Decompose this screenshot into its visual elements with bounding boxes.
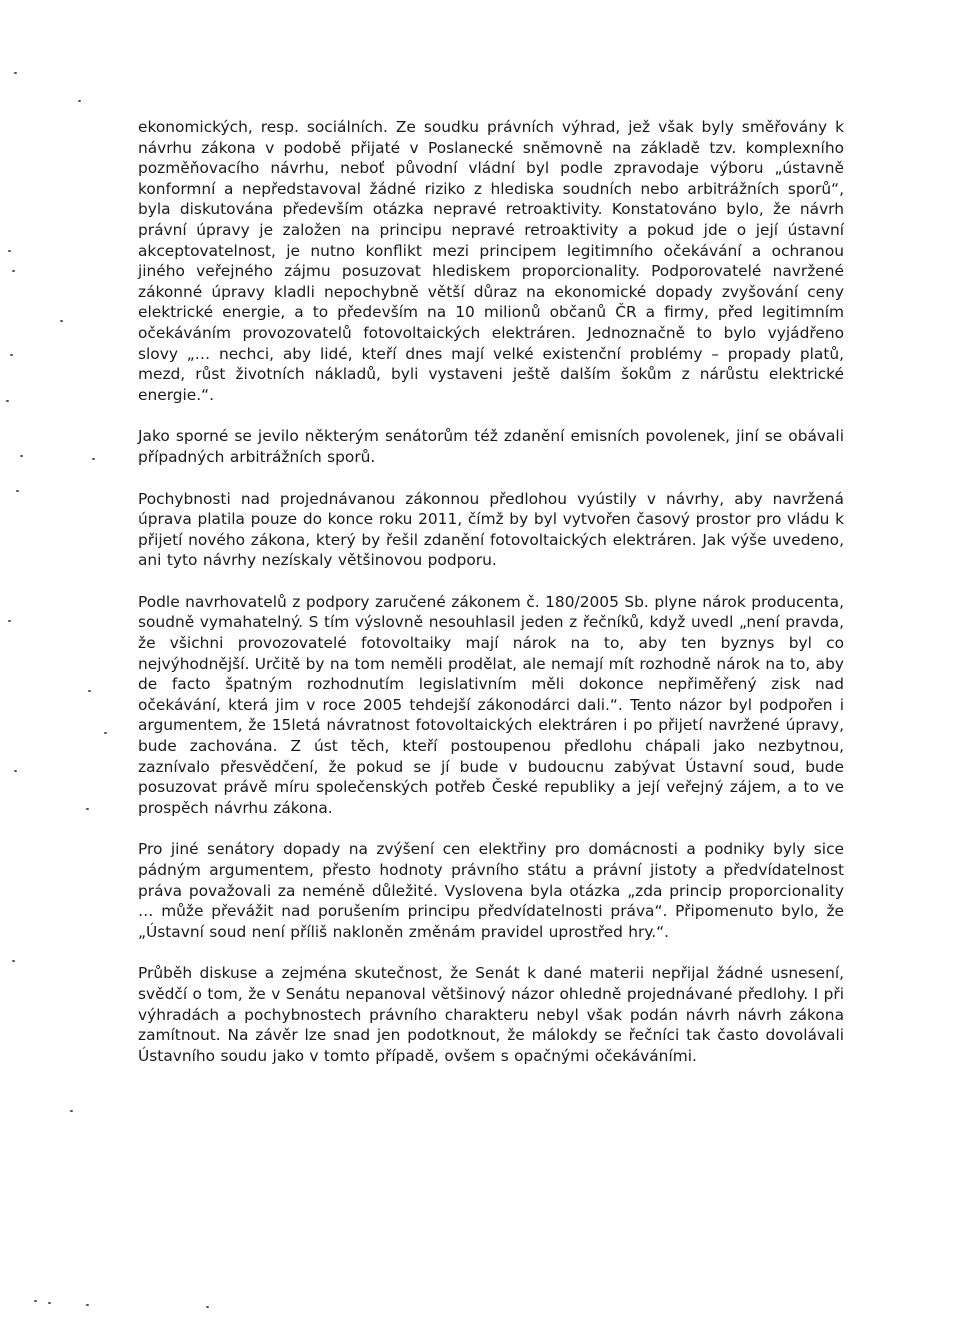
paragraph: Průběh diskuse a zejména skutečnost, že Senát k dané materii nepřijal žádné usnesení, svědčí o tom, že v Senátu nepanoval většinový názor ohledně projednávané předlohy. I při výhradách a pochybnostech právního charakteru nebyl však podán návrh návrh zákona zamítnout. Na závěr lze snad jen podotknout, že málokdy se řečníci tak často dovolávali Ústavního soudu jako v tomto případě, ovšem s opačnými očekáváními. — [138, 964, 844, 1065]
paragraph: ekonomických, resp. sociálních. Ze soudku právních výhrad, jež však byly směřovány k návrhu zákona v podobě přijaté v Poslanecké sněmovně na základě tzv. komplexního pozměňovacího návrhu, neboť původní vládní byl podle zpravodaje výboru „ústavně konformní a nepředstavoval žádné riziko z hlediska soudních nebo arbitrážních sporů“, byla diskutována především otázka nepravé retroaktivity. Konstatováno bylo, že návrh právní úpravy je založen na principu nepravé retroaktivity a pokud jde o její ústavní akceptovatelnost, je nutno konflikt mezi principem legitimního očekávání a ochranou jiného veřejného zájmu posuzovat hlediskem proporcionality. Podporovatelé navržené zákonné úpravy kladli nepochybně větší důraz na ekonomické dopady zvyšování ceny elektrické energie, a to především na 10 milionů občanů ČR a firmy, před legitimním očekáváním provozovatelů fotovoltaických elektráren. Jednoznačně to bylo vyjádřeno slovy „… nechci, aby lidé, kteří dnes mají velké existenční problémy – propady platů, mezd, růst životních nákladů, byli vystaveni ještě dalším šokům z nárůstu elektrické energie.“. — [138, 118, 844, 404]
scan-speck — [8, 620, 11, 622]
scan-speck — [206, 1306, 209, 1308]
scan-speck — [104, 732, 107, 734]
scan-speck — [78, 100, 81, 102]
paragraph: Pro jiné senátory dopady na zvýšení cen elektřiny pro domácnosti a podniky byly sice pádným argumentem, přesto hodnoty právního státu a právní jistoty a předvídatelnost práva považovali za neméně důležité. Vyslovena byla otázka „zda princip proporcionality … může převážit nad porušením principu předvídatelnosti práva“. Připomenuto bylo, že „Ústavní soud není příliš nakloněn změnám pravidel uprostřed hry.“. — [138, 840, 844, 941]
document-page — [138, 117, 844, 1066]
scan-speck — [20, 455, 23, 457]
paragraph: Pochybnosti nad projednávanou zákonnou předlohou vyústily v návrhy, aby navržená úprava platila pouze do konce roku 2011, čímž by byl vytvořen časový prostor pro vládu k přijetí nového zákona, který by řešil zdanění fotovoltaických elektráren. Jak výše uvedeno, ani tyto návrhy nezískaly většinovou podporu. — [138, 489, 844, 570]
scan-speck — [14, 770, 17, 772]
paragraph: Jako sporné se jevilo některým senátorům též zdanění emisních povolenek, jiní se obávali případných arbitrážních sporů. — [138, 427, 844, 466]
scan-speck — [6, 400, 9, 402]
scan-speck — [12, 270, 15, 272]
paragraph: Podle navrhovatelů z podpory zaručené zákonem č. 180/2005 Sb. plyne nárok producenta, soudně vymahatelný. S tím výslovně nesouhlasil jeden z řečníků, když uvedl „není pravda, že všichni provozovatelé fotovoltaiky mají nárok na to, aby ten byznys byl co nejvýhodnější. Určitě by na tom neměli prodělat, ale nemají mít rozhodně nárok na to, aby de facto špatným rozhodnutím legislativním měli dokonce nepřiměřený zisk nad očekávání, která jim v roce 2005 tehdejší zákonodárci dali.“. Tento názor byl podpořen i argumentem, že 15letá návratnost fotovoltaických elektráren i po přijetí navržené úpravy, bude zachována. Z úst těch, kteří postoupenou předlohu chápali jako nezbytnou, zaznívalo přesvědčení, že pokud se jí bude v budoucnu zabývat Ústavní soud, bude posuzovat právě míru společenských potřeb České republiky a její veřejný zájem, a to ve prospěch návrhu zákona. — [138, 592, 844, 817]
scan-speck — [86, 1304, 89, 1306]
scan-speck — [48, 1302, 51, 1304]
scan-speck — [88, 690, 91, 692]
scan-speck — [14, 72, 17, 74]
scan-speck — [8, 250, 11, 252]
scan-speck — [10, 354, 13, 356]
scan-margin-artifacts — [0, 0, 120, 1341]
scan-speck — [16, 490, 19, 492]
scan-speck — [86, 808, 89, 810]
scan-speck — [70, 1110, 73, 1112]
scan-speck — [12, 960, 15, 962]
scan-speck — [34, 1300, 37, 1302]
scan-speck — [92, 458, 95, 460]
scan-speck — [60, 320, 63, 322]
